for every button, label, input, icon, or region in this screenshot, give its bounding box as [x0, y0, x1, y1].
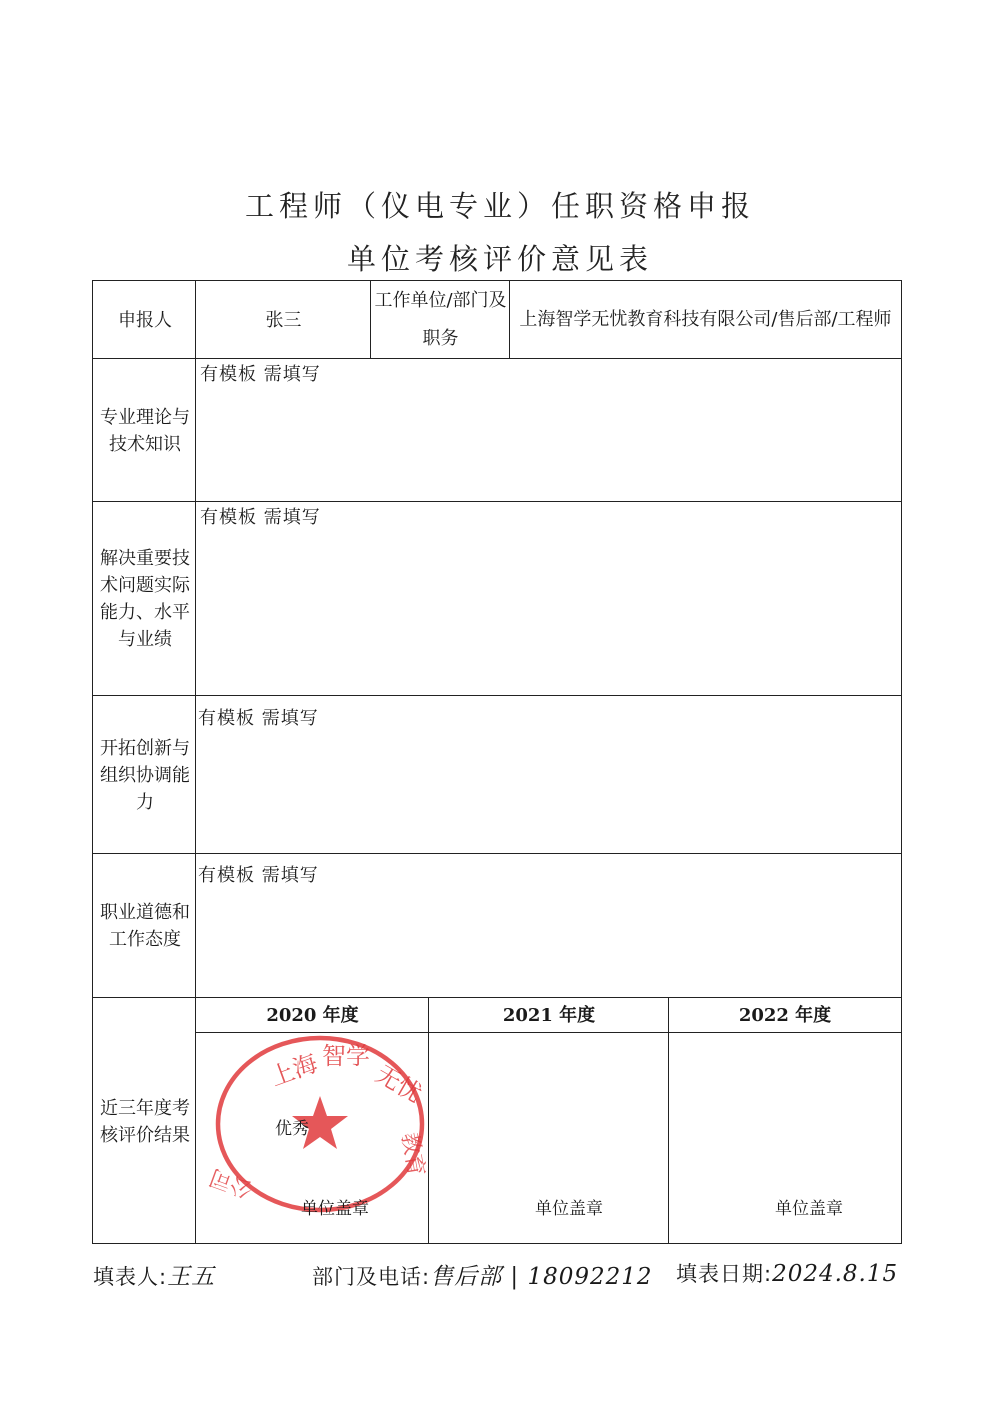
section-label-innovation: 开拓创新与组织协调能力	[100, 737, 190, 813]
section-content-problem-solving: 有模板 需填写	[200, 507, 321, 528]
header-divider	[509, 280, 510, 358]
section-label-problem-solving: 解决重要技术问题实际能力、水平与业绩	[100, 548, 190, 650]
year-header-divider	[195, 1032, 902, 1033]
date-handwritten: 2024.8.15	[772, 1261, 899, 1287]
stamp-label-2022: 单位盖章	[775, 1199, 843, 1219]
result-2020: 优秀	[275, 1119, 309, 1139]
form-title-line1: 工程师（仪电专业）任职资格申报	[244, 189, 755, 223]
dept-phone-handwritten: 售后部 | 18092212	[430, 1264, 653, 1290]
section-content-ethics: 有模板 需填写	[198, 865, 319, 886]
unit-label: 工作单位/部门及职务	[374, 290, 507, 349]
section-label-theory: 专业理论与技术知识	[100, 406, 190, 455]
date-field	[676, 1258, 898, 1288]
dept-phone-label: 部门及电话:	[312, 1265, 431, 1289]
svg-text:智学: 智学	[322, 1042, 370, 1070]
year-column-divider	[668, 997, 669, 1244]
row-divider	[92, 358, 902, 359]
applicant-name: 张三	[265, 309, 302, 331]
year-column-divider	[428, 997, 429, 1244]
year-2022: 2022 年度	[738, 1005, 832, 1026]
unit-value: 上海智学无忧教育科技有限公司/售后部/工程师	[519, 309, 892, 330]
form-title-line2: 单位考核评价意见表	[346, 242, 653, 276]
year-2021: 2021 年度	[502, 1005, 596, 1026]
year-2020: 2020 年度	[266, 1005, 359, 1026]
svg-text:无忧: 无忧	[371, 1059, 427, 1109]
row-divider	[92, 695, 902, 696]
row-divider	[92, 853, 902, 854]
stamp-label-2021: 单位盖章	[535, 1199, 603, 1219]
svg-text:公司: 公司	[206, 1163, 257, 1202]
section-content-theory: 有模板 需填写	[200, 364, 321, 385]
row-divider	[92, 997, 902, 998]
date-label: 填表日期:	[676, 1262, 773, 1286]
label-column-divider	[195, 280, 196, 1244]
stamp-label-2020: 单位盖章	[301, 1199, 369, 1219]
section-content-innovation: 有模板 需填写	[198, 708, 319, 729]
row-divider	[92, 501, 902, 502]
section-label-ethics: 职业道德和工作态度	[100, 902, 190, 950]
filler-signature: 王五	[167, 1264, 216, 1290]
applicant-label: 申报人	[118, 309, 172, 331]
evaluation-label: 近三年度考核评价结果	[100, 1097, 190, 1146]
svg-text:上海: 上海	[266, 1048, 322, 1092]
dept-phone-field	[312, 1258, 653, 1291]
filler-label: 填表人:	[93, 1265, 168, 1289]
header-divider	[370, 280, 371, 358]
svg-text:教育: 教育	[396, 1130, 429, 1179]
filler-field	[93, 1258, 215, 1291]
